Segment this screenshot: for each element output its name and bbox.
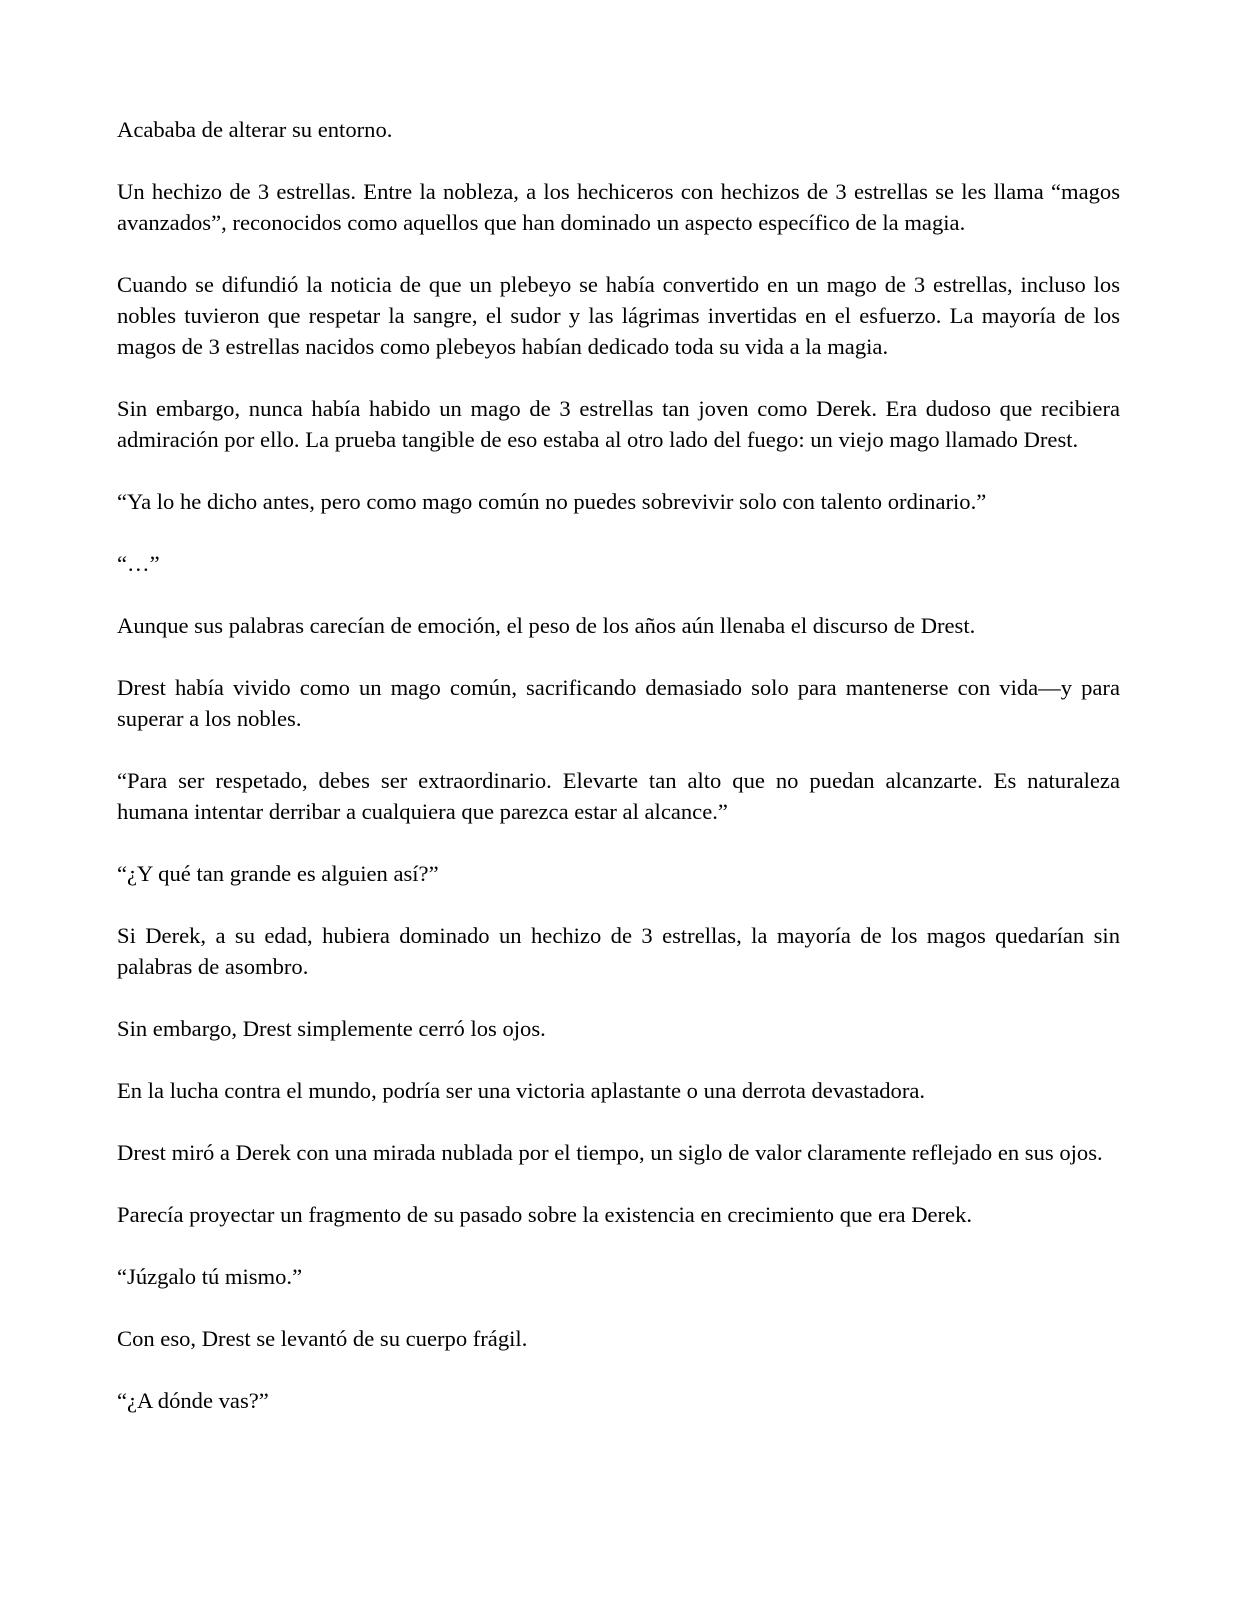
paragraph: “Ya lo he dicho antes, pero como mago común no puedes sobrevivir solo con talento ordinario.” — [117, 489, 987, 514]
paragraph: “…” — [117, 551, 160, 576]
paragraph: Con eso, Drest se levantó de su cuerpo frágil. — [117, 1326, 528, 1351]
paragraph: Parecía proyectar un fragmento de su pasado sobre la existencia en crecimiento que era Derek. — [117, 1202, 973, 1227]
document-body — [117, 114, 1120, 1447]
paragraph: Drest había vivido como un mago común, sacrificando demasiado solo para mantenerse con vida—y para superar a los nobles. — [117, 675, 1120, 731]
paragraph: Cuando se difundió la noticia de que un plebeyo se había convertido en un mago de 3 estrellas, incluso los nobles tuvieron que respetar la sangre, el sudor y las lágrimas invertidas en el esfuerzo. La mayoría de los magos de 3 estrellas nacidos como plebeyos habían dedicado toda su vida a la magia. — [117, 272, 1120, 359]
paragraph: “Júzgalo tú mismo.” — [117, 1264, 303, 1289]
paragraph: Drest miró a Derek con una mirada nublada por el tiempo, un siglo de valor claramente reflejado en sus ojos. — [117, 1140, 1103, 1165]
paragraph: “¿A dónde vas?” — [117, 1388, 269, 1413]
paragraph: Un hechizo de 3 estrellas. Entre la nobleza, a los hechiceros con hechizos de 3 estrellas se les llama “magos avanzados”, reconocidos como aquellos que han dominado un aspecto específico de la magia. — [117, 179, 1120, 235]
paragraph: Sin embargo, Drest simplemente cerró los ojos. — [117, 1016, 546, 1041]
paragraph: Si Derek, a su edad, hubiera dominado un hechizo de 3 estrellas, la mayoría de los magos quedarían sin palabras de asombro. — [117, 923, 1120, 979]
paragraph: “¿Y qué tan grande es alguien así?” — [117, 861, 439, 886]
paragraph: En la lucha contra el mundo, podría ser una victoria aplastante o una derrota devastadora. — [117, 1078, 926, 1103]
paragraph: Sin embargo, nunca había habido un mago de 3 estrellas tan joven como Derek. Era dudoso que recibiera admiración por ello. La prueba tangible de eso estaba al otro lado del fuego: un viejo mago llamado Drest. — [117, 396, 1120, 452]
paragraph: Aunque sus palabras carecían de emoción, el peso de los años aún llenaba el discurso de Drest. — [117, 613, 976, 638]
paragraph: “Para ser respetado, debes ser extraordinario. Elevarte tan alto que no puedan alcanzarte. Es naturaleza humana intentar derribar a cualquiera que parezca estar al alcance.” — [117, 768, 1120, 824]
paragraph: Acababa de alterar su entorno. — [117, 117, 393, 142]
